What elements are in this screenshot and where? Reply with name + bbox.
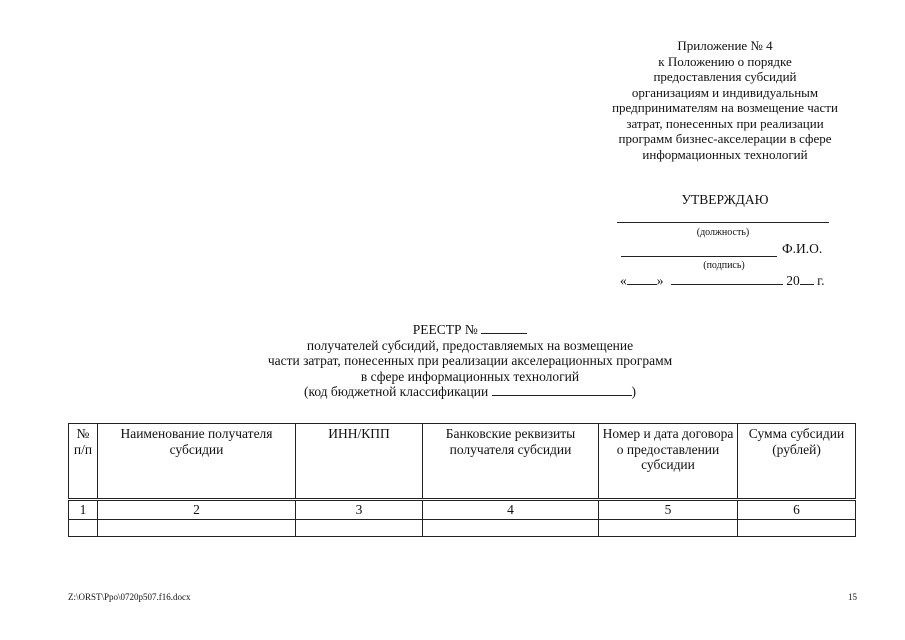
appendix-header — [585, 38, 865, 162]
column-number: 5 — [599, 500, 738, 520]
signature-line — [621, 256, 777, 257]
column-header: № п/п — [69, 424, 98, 500]
table-cell — [738, 519, 856, 536]
column-number: 2 — [98, 500, 296, 520]
date-close-quote: » — [656, 273, 664, 288]
appendix-line: предпринимателям на возмещение части — [612, 100, 838, 115]
registry-title-line — [170, 322, 770, 338]
registry-line: получателей субсидий, предоставляемых на возмещение — [306, 337, 634, 353]
table-cell — [69, 519, 98, 536]
table-cell — [296, 519, 423, 536]
appendix-line: информационных технологий — [642, 146, 808, 162]
file-path: Z:\ORST\Ppo\0720p507.f16.docx — [68, 592, 191, 602]
column-number: 1 — [69, 500, 98, 520]
appendix-line: к Положению о порядке — [658, 53, 792, 69]
kbk-blank — [492, 384, 632, 396]
column-number: 6 — [738, 500, 856, 520]
fio-label: Ф.И.О. — [782, 241, 823, 256]
appendix-line: программ бизнес-акселерации в сфере — [618, 131, 832, 146]
registry-line: в сфере информационных технологий — [360, 368, 580, 384]
table-cell — [423, 519, 599, 536]
table-cell — [599, 519, 738, 536]
appendix-line: затрат, понесенных при реализации — [626, 115, 824, 131]
table-header-row — [69, 424, 856, 500]
column-number: 4 — [423, 500, 599, 520]
table-cell — [98, 519, 296, 536]
signature-caption: (подпись) — [703, 260, 745, 271]
registry-heading — [170, 322, 770, 400]
column-header: Сумма субсидии (рублей) — [738, 424, 856, 500]
approval-title: УТВЕРЖДАЮ — [681, 192, 769, 207]
kbk-line — [170, 384, 770, 400]
year-prefix: 20 — [786, 273, 800, 288]
column-header: Наименование получателя субсидии — [98, 424, 296, 500]
appendix-line: организациям и индивидуальным — [631, 84, 819, 100]
registry-table — [68, 423, 856, 537]
registry-number-blank — [481, 322, 527, 334]
position-line — [617, 222, 829, 223]
column-header: Номер и дата договора о предоставлении субсидии — [599, 424, 738, 500]
column-number-row — [69, 500, 856, 520]
kbk-close: ) — [631, 384, 637, 399]
column-header: Банковские реквизиты получателя субсидии — [423, 424, 599, 500]
kbk-label: (код бюджетной классификации — [303, 384, 489, 399]
position-caption: (должность) — [696, 227, 750, 238]
appendix-line: Приложение № 4 — [677, 38, 773, 53]
year-suffix: г. — [813, 273, 825, 288]
table-row — [69, 519, 856, 536]
page-number: 15 — [848, 592, 857, 602]
appendix-line: предоставления субсидий — [653, 69, 797, 84]
year-blank — [800, 273, 814, 285]
registry-title: РЕЕСТР № — [412, 322, 478, 337]
date-open-quote: « — [620, 273, 627, 288]
column-header: ИНН/КПП — [296, 424, 423, 500]
month-blank — [671, 273, 783, 285]
date-line — [620, 273, 825, 289]
day-blank — [627, 273, 657, 285]
column-number: 3 — [296, 500, 423, 520]
registry-line: части затрат, понесенных при реализации акселерационных программ — [267, 353, 673, 368]
